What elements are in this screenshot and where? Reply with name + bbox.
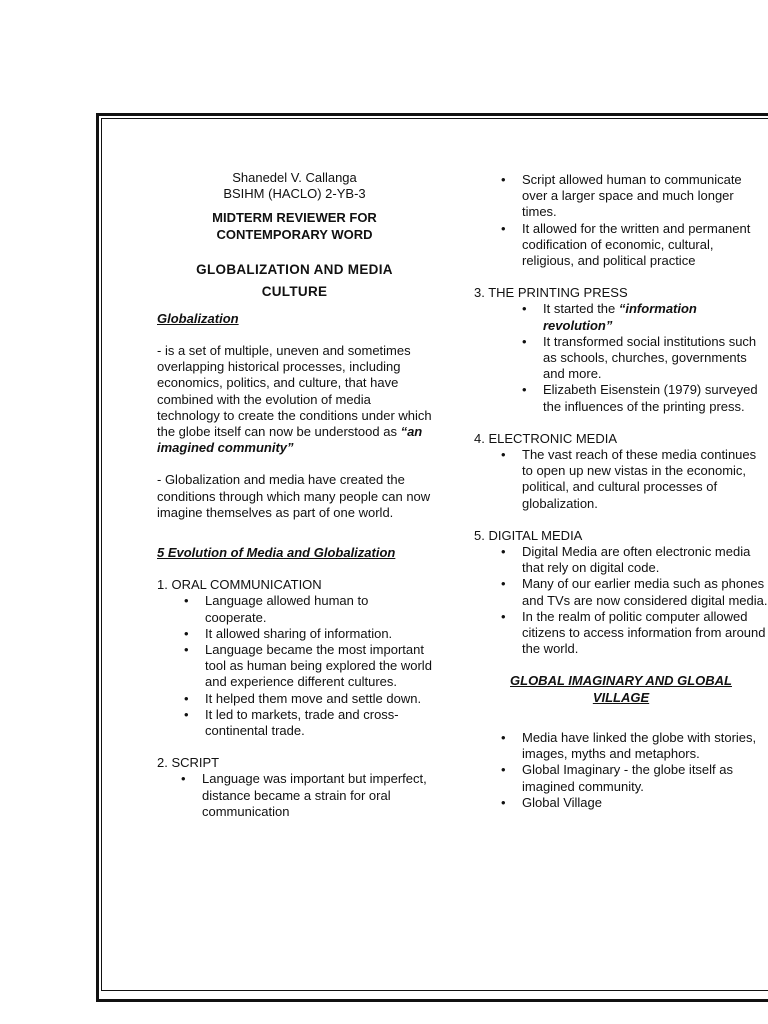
electronic-media-list: [474, 447, 768, 512]
printing-press-list: [474, 301, 768, 414]
global-imaginary-heading-line2: VILLAGE: [592, 689, 650, 705]
bullet-icon: •: [501, 544, 506, 560]
list-item: • Script allowed human to communicate over a larger space and much longer times.: [501, 172, 742, 220]
bullet-icon: •: [501, 576, 506, 592]
bullet-icon: •: [501, 447, 506, 463]
printing-press-title: 3. THE PRINTING PRESS: [474, 285, 628, 301]
bullet-icon: •: [522, 301, 527, 317]
doc-title-line1: MIDTERM REVIEWER FOR: [212, 210, 377, 226]
list-item: • Global Village: [501, 794, 602, 810]
list-item: • Elizabeth Eisenstein (1979) surveyed the influences of the printing press.: [522, 382, 758, 414]
list-item: • Language allowed human to cooperate.: [184, 593, 369, 625]
topic-title-line2: CULTURE: [261, 283, 328, 299]
bullet-icon: •: [501, 729, 506, 745]
bullet-icon: •: [184, 690, 189, 706]
list-item: • Global Imaginary - the globe itself as imagined community.: [501, 762, 733, 794]
global-imaginary-heading-line1: GLOBAL IMAGINARY AND GLOBAL: [510, 673, 732, 689]
bullet-icon: •: [184, 642, 189, 658]
author-name: Shanedel V. Callanga: [232, 170, 357, 185]
digital-media-list: [474, 544, 768, 657]
list-item: • It allowed for the written and permanent codification of economic, cultural, religious, and political practice: [501, 220, 751, 269]
bullet-icon: •: [181, 771, 186, 787]
globalization-definition: [157, 343, 432, 456]
electronic-media-title: 4. ELECTRONIC MEDIA: [474, 430, 618, 446]
bullet-icon: •: [501, 172, 506, 187]
bullet-icon: •: [501, 220, 506, 236]
topic-title-line1: GLOBALIZATION AND MEDIA: [196, 261, 393, 277]
digital-media-title: 5. DIGITAL MEDIA: [474, 527, 583, 543]
bullet-icon: •: [501, 794, 506, 810]
list-item: • It allowed sharing of information.: [184, 625, 393, 641]
list-item: • Many of our earlier media such as phones and TVs are now considered digital media.: [501, 576, 768, 608]
list-item: • It helped them move and settle down.: [184, 690, 422, 706]
course-section: BSIHM (HACLO) 2-YB-3: [223, 186, 366, 202]
list-item: • Media have linked the globe with stories, images, myths and metaphors.: [501, 729, 757, 762]
script-list-start: [157, 771, 432, 820]
bullet-icon: •: [522, 333, 527, 349]
doc-title-line2: CONTEMPORARY WORD: [216, 226, 373, 242]
oral-communication-list: [157, 593, 432, 739]
definition-text: - is a set of multiple, uneven and sometimes overlapping historical processes, including economics, politics, and culture, that have combined with the evolution of media technology to create the conditions under which the globe itself can now be understood as: [157, 343, 432, 440]
bullet-icon: •: [184, 625, 189, 641]
bullet-icon: •: [184, 593, 189, 609]
bullet-icon: •: [184, 706, 189, 722]
list-item: • In the realm of politic computer allowed citizens to access information from around the world.: [501, 608, 766, 657]
list-item: • Language was important but imperfect, distance became a strain for oral communication: [181, 771, 427, 819]
script-title: 2. SCRIPT: [157, 755, 220, 771]
script-list-continued: [474, 172, 768, 269]
global-imaginary-list: [474, 730, 768, 811]
oral-communication-title: 1. ORAL COMMUNICATION: [157, 577, 322, 593]
information-revolution-emphasis: “information revolution”: [543, 301, 697, 333]
imagined-community-emphasis: “an imagined community”: [157, 424, 423, 456]
list-item: • It started the “information revolution”: [522, 301, 697, 333]
globalization-heading: Globalization: [157, 310, 239, 326]
list-item: • Digital Media are often electronic media that rely on digital code.: [501, 544, 751, 576]
evolution-heading: 5 Evolution of Media and Globalization: [157, 545, 396, 561]
bullet-icon: •: [522, 382, 527, 398]
list-item: • It transformed social institutions such as schools, churches, governments and more.: [522, 333, 757, 382]
left-column: [157, 170, 432, 820]
bullet-icon: •: [501, 608, 506, 624]
list-item: • Language became the most important tool as human being explored the world and experience different cultures.: [184, 642, 432, 690]
globalization-paragraph: - Globalization and media have created the conditions through which many people can now imagine themselves as part of one world.: [157, 472, 431, 520]
bullet-icon: •: [501, 762, 506, 778]
list-item: • The vast reach of these media continues to open up new vistas in the economic, political, and cultural processes of globalization.: [501, 447, 757, 511]
list-item: • It led to markets, trade and cross-continental trade.: [184, 706, 399, 739]
right-column: [474, 172, 768, 811]
